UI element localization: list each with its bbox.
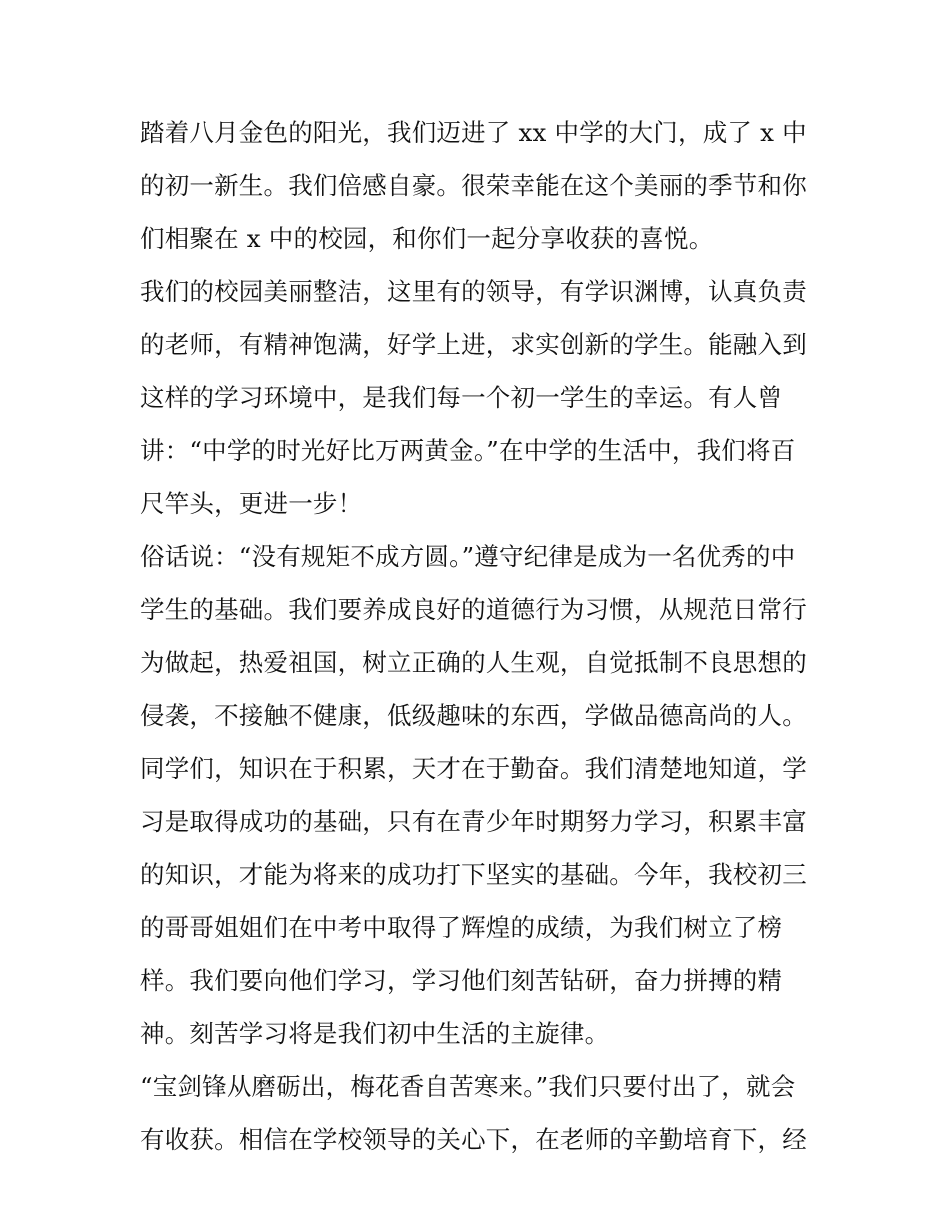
text-line: 尺竿头，更进一步！ — [140, 489, 363, 518]
text-line: 的老师，有精神饱满，好学上进，求实创新的学生。能融入到 — [140, 330, 807, 359]
text-line: 的知识，才能为将来的成功打下坚实的基础。今年，我校初三 — [140, 860, 807, 889]
text-line: 学生的基础。我们要养成良好的道德行为习惯，从规范日常行 — [140, 595, 807, 624]
text-line: 们相聚在 x 中的校园，和你们一起分享收获的喜悦。 — [140, 224, 714, 253]
text-line: 习是取得成功的基础，只有在青少年时期努力学习，积累丰富 — [140, 807, 807, 836]
text-line: 神。刻苦学习将是我们初中生活的主旋律。 — [140, 1019, 610, 1048]
text-line: 样。我们要向他们学习，学习他们刻苦钻研，奋力拼搏的精 — [140, 966, 783, 995]
text-line: 为做起，热爱祖国，树立正确的人生观，自觉抵制不良思想的 — [140, 648, 807, 677]
text-line: 我们的校园美丽整洁，这里有的领导，有学识渊博，认真负责 — [140, 277, 807, 306]
text-line: 的哥哥姐姐们在中考中取得了辉煌的成绩，为我们树立了榜 — [140, 913, 783, 942]
text-line: 俗话说：“没有规矩不成方圆。”遵守纪律是成为一名优秀的中 — [140, 542, 796, 571]
text-line: 讲：“中学的时光好比万两黄金。”在中学的生活中，我们将百 — [140, 436, 796, 465]
text-line: 踏着八月金色的阳光，我们迈进了 xx 中学的大门，成了 x 中 — [140, 118, 807, 147]
document-text-body — [140, 106, 820, 1166]
text-line: 同学们，知识在于积累，天才在于勤奋。我们清楚地知道，学 — [140, 754, 807, 783]
text-line: 的初一新生。我们倍感自豪。很荣幸能在这个美丽的季节和你 — [140, 171, 807, 200]
text-line: 有收获。相信在学校领导的关心下，在老师的辛勤培育下，经 — [140, 1125, 807, 1154]
text-line: 侵袭，不接触不健康，低级趣味的东西，学做品德高尚的人。 — [140, 701, 807, 730]
text-line: 这样的学习环境中，是我们每一个初一学生的幸运。有人曾 — [140, 383, 783, 412]
text-line: “宝剑锋从磨砺出，梅花香自苦寒来。”我们只要付出了，就会 — [140, 1072, 796, 1101]
